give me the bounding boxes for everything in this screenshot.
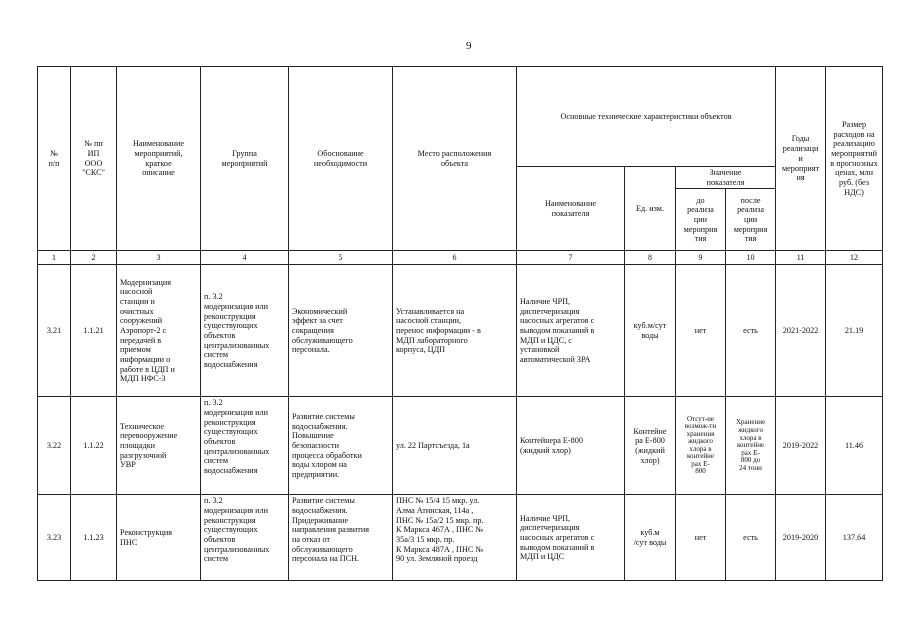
row-justification: Развитие системы водоснабжения. Придерживание направления развития на отказ от обслуживающего персонала на ПСН.: [289, 495, 393, 581]
row-before: нет: [676, 495, 726, 581]
row-before: нет: [676, 265, 726, 397]
row-no: 3.22: [38, 397, 71, 495]
row-after: Хранение жидкого хлора в контейне рах Е- 800 до 24 тонн: [726, 397, 776, 495]
row-before: Отсут-ие возмож-ти хранения жидкого хлора в контейне рах Е- 800: [676, 397, 726, 495]
column-number: 2: [71, 251, 117, 265]
row-measure-name: Модернизация насосной станции и очистных сооружений Аэропорт-2 с передачей в приемом информации о работе в ЦДП и МДП НФС-3: [117, 265, 201, 397]
row-years: 2021-2022: [776, 265, 826, 397]
row-measure-name: Реконструкция ПНС: [117, 495, 201, 581]
row-indicator: Наличие ЧРП, диспетчеризация насосных агрегатов с выводом показаний в МДП и ЦДС: [517, 495, 625, 581]
column-number: 9: [676, 251, 726, 265]
row-unit: куб.м/сут воды: [625, 265, 676, 397]
page-number: 9: [466, 40, 472, 52]
header-value: Значение показателя: [676, 167, 776, 189]
row-justification: Экономический эффект за счет сокращения обслуживающего персонала.: [289, 265, 393, 397]
header-no: № п/п: [38, 67, 71, 251]
table-row: [38, 495, 883, 581]
row-no: 3.21: [38, 265, 71, 397]
row-measure-group: п. 3.2 модернизация или реконструкция существующих объектов централизованных систем: [201, 495, 289, 581]
row-cost: 11.46: [826, 397, 883, 495]
row-ip-number: 1.1.23: [71, 495, 117, 581]
row-justification: Развитие системы водоснабжения. Повышение безопасности процесса обработки воды хлором на предприятии.: [289, 397, 393, 495]
row-indicator: Наличие ЧРП, диспетчеризация насосных агрегатов с выводом показаний в МДП и ЦДС, с установкой автоматической ЗРА: [517, 265, 625, 397]
row-measure-group: п. 3.2 модернизация или реконструкция существующих объектов централизованных систем водоснабжения: [201, 397, 289, 495]
row-years: 2019-2020: [776, 495, 826, 581]
row-cost: 21.19: [826, 265, 883, 397]
row-measure-group: п. 3.2 модернизация или реконструкция существующих объектов централизованных систем водоснабжения: [201, 265, 289, 397]
column-number: 6: [393, 251, 517, 265]
column-number-row: [38, 251, 883, 265]
row-location: Устанавливается на насосной станции, перенос информации - в МДП лабораторного корпуса, ЦДП: [393, 265, 517, 397]
header-ip-number: № пп ИП ООО "СКС": [71, 67, 117, 251]
header-years: Годы реализаци и мероприят ия: [776, 67, 826, 251]
row-location: ПНС № 15/4 15 мкр. ул. Алма Атинская, 114а , ПНС № 15а/2 15 мкр. пр. К Маркса 467А , ПНС № 35а/3 15 мкр. пр. К Маркса 487А , ПНС № 90 ул. Земляной проезд: [393, 495, 517, 581]
investment-measures-table: [37, 66, 883, 581]
row-cost: 137.64: [826, 495, 883, 581]
header-after: после реализа ции мероприя тия: [726, 189, 776, 251]
column-number: 8: [625, 251, 676, 265]
row-ip-number: 1.1.21: [71, 265, 117, 397]
column-number: 3: [117, 251, 201, 265]
table-row: [38, 265, 883, 397]
row-after: есть: [726, 265, 776, 397]
header-measure-name: Наименование мероприятий, краткое описание: [117, 67, 201, 251]
column-number: 1: [38, 251, 71, 265]
header-justification: Обоснование необходимости: [289, 67, 393, 251]
row-location: ул. 22 Партсъезда, 1а: [393, 397, 517, 495]
column-number: 11: [776, 251, 826, 265]
row-no: 3.23: [38, 495, 71, 581]
row-unit: куб.м /сут воды: [625, 495, 676, 581]
table-row: [38, 397, 883, 495]
header-measure-group: Группа мероприятий: [201, 67, 289, 251]
row-indicator: Контейнера Е-800 (жидкий хлор): [517, 397, 625, 495]
row-years: 2019-2022: [776, 397, 826, 495]
column-number: 10: [726, 251, 776, 265]
header-main-characteristics: Основные технические характеристики объектов: [517, 67, 776, 167]
column-number: 12: [826, 251, 883, 265]
row-ip-number: 1.1.22: [71, 397, 117, 495]
row-after: есть: [726, 495, 776, 581]
header-before: до реализа ции мероприя тия: [676, 189, 726, 251]
column-number: 7: [517, 251, 625, 265]
header-cost: Размер расходов на реализацию мероприятий в прогнозных ценах, млн руб. (без НДС): [826, 67, 883, 251]
column-number: 5: [289, 251, 393, 265]
row-measure-name: Техническое перевооружение площадки разгрузочной УВР: [117, 397, 201, 495]
header-indicator-name: Наименование показателя: [517, 167, 625, 251]
header-unit: Ед. изм.: [625, 167, 676, 251]
header-location: Место расположения объекта: [393, 67, 517, 251]
row-unit: Контейне ра Е-800 (жидкий хлор): [625, 397, 676, 495]
column-number: 4: [201, 251, 289, 265]
